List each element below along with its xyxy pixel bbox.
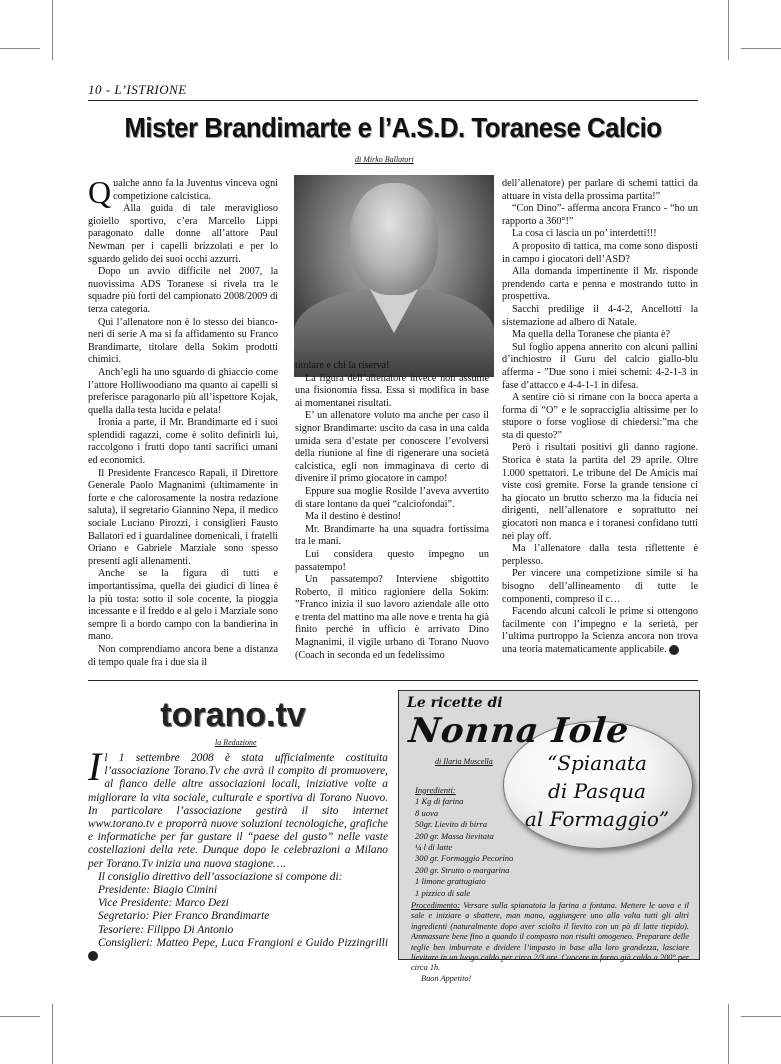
article-paragraph: dell’allenatore) per parlare di schemi tattici da attuare in vista della prossima partita!” [502,178,698,202]
list-item: Presidente: Biagio Cimini [98,884,218,897]
article-paragraph: Alla domanda impertinente il Mr. risponde prendendo carta e penna e mostrando tutto in prospettiva. [502,266,698,303]
section-divider [88,680,698,681]
article-paragraph: Lui considera questo impegno un passatempo! [295,548,489,573]
end-of-article-icon: L [88,951,98,961]
article-paragraph: Alla guida di tale meraviglioso gioiello sportivo, c’era Marcello Lippi paragonato dalle donne all’attore Paul Newman per i capelli brizzolati e per lo sguardo gelido dei suoi occhi azzurri. [88,203,278,265]
list-item: 1 pizzico di sale [415,887,471,898]
article-paragraph: Mr. Brandimarte ha una squadra fortissima tra le mani. [295,523,489,548]
list-item: 200 gr. Strutto o margarina [415,864,510,875]
article-paragraph: Ma quella della Toranese che pianta è? [512,329,671,341]
recipe-title: Nonna Iole [406,711,632,751]
article-paragraph: Anche se la figura di tutti e importantissima, quella dei giudici di linea è la più tosta: sotto il sole cocente, la pioggia incessante e il freddo e al gelo i Marziale sono sempre lì a bordo campo con la bandierina in mano. [88,568,278,643]
crop-mark [741,48,781,49]
list-item: Il consiglio direttivo dell’associazione si compone di: [98,870,343,883]
list-item: Vice Presidente: Marco Dezi [98,897,229,910]
crop-mark [741,1016,781,1017]
article-byline: di Mirko Ballatori [355,155,414,164]
crop-mark [52,1004,53,1064]
list-item: 200 gr. Massa lievitata [415,830,494,841]
article-paragraph: titolare e chi la riserva! [295,360,390,371]
article-paragraph: Un passatempo? Interviene sbigottito Roberto, il mitico ragioniere della Sokim: ”Franco inizia il suo lavoro aziendale alle otto e trenta del mattino ma alle nove e trenta ha già finito perché in ufficio è arrivato Dino Magnanimi, il vigile urbano di Torano Nuovo (Coach in seconda ed un fedelissimo [295,574,489,661]
article-paragraph: Qui l’allenatore non è lo stesso dei bianco-neri di serie A ma si fa affidamento su Franco Brandimarte, titolare della Sokim prodotti chimici. [88,316,278,366]
recipe-title-small: Le ricette di [407,695,503,711]
article-paragraph: E’ un allenatore voluto ma anche per caso il signor Brandimarte: uscito da casa in una calda umida sera d’estate per conoscere l’evolversi della riunione al fine di rigenerare una società calcistica, egli non immaginava di certo di divenire il primo giocatore in campo! [295,410,489,485]
crop-mark [0,1016,40,1017]
article-paragraph: Ma il destino è destino! [305,511,402,523]
ingredients-list [415,785,513,899]
list-item: 300 gr. Formaggio Pecorino [415,853,514,864]
article-paragraph: Ironia a parte, il Mr. Brandimarte ed i suoi splendidi ragazzi, come è solito definirli lui, raccolgono i frutti dopo tanti sacrifici umani ed economici. [88,417,278,467]
list-item: 1 limone grattugiato [415,876,486,887]
article-paragraph: Qualche anno fa la Juventus vinceva ogni competizione calcistica. [88,174,278,210]
procedure-label: Procedimento: [411,901,460,910]
article-paragraph: La cosa ci lascia un po’ interdetti!!! [512,228,657,240]
torano-title: torano.tv [160,696,306,734]
article-paragraph: “Con Dino”- afferma ancora Franco - “ho un rapporto a 360°!” [502,203,698,227]
list-item: 50gr. Lievito di birra [415,819,488,830]
recipe-byline: di Ilaria Muscella [435,757,493,766]
list-item: Consiglieri: Matteo Pepe, Luca Frangioni e Guido Pizzingrilli L [88,937,388,963]
article-paragraph: La figura dell’allenatore invece non assume una fisionomia fissa. Essa si modifica in base ai momentanei risultati. [295,372,489,409]
list-item: 1 Kg di farina [415,796,464,807]
list-item: Segretario: Pier Franco Brandimarte [98,910,270,923]
closing-line: Buon Appetito! [421,973,472,983]
article-paragraph: Non comprendiamo ancora bene a distanza di tempo quale fra i due sia il [88,643,278,668]
page-header: 10 - L’ISTRIONE [88,82,698,101]
article-column-1 [88,174,278,669]
crop-mark [52,0,53,60]
torano-article [88,744,388,963]
article-paragraph: Per vincere una competizione simile si ha bisogno dell’allineamento di tutte le componenti, compreso il c… [502,568,698,605]
ingredients-label: Ingredienti: [415,785,456,795]
article-paragraph: Anch’egli ha uno sguardo di ghiaccio come l’attore Holliwoodiano ma quanto ai capelli si preferisce paragonarlo più all’ispettore Kojak, quella dalla testa lucida e pelata! [88,366,278,416]
article-paragraph: Eppure sua moglie Rosilde l’aveva avvertito di stare lontano da quei “calciofondai”. [295,485,489,510]
crop-mark [728,1004,729,1064]
article-paragraph: A proposito di tattica, ma come sono disposti in campo i giocatori dell’ASD? [502,240,698,265]
article-paragraph: Sacchi predilige il 4-4-2, Ancellotti la sistemazione ad albero di Natale. [502,303,698,328]
article-paragraph: Facendo alcuni calcoli le prime si ottengono facilmente con l’impegno e la serietà, per l’ultima purtroppo la Scienza ancora non trova una teoria matematicamente applicabile. L [502,606,698,655]
crop-mark [728,0,729,60]
torano-intro: Il 1 settembre 2008 è stata ufficialmente costituita l’associazione Torano.Tv che avrà il compito di promuovere, al fianco delle altre associazioni locali, iniziative volte a migliorare la vita sociale, culturale e sportiva di Torano Nuovo. In particolare l’associazione gestirà il sito internet www.torano.tv e proporrà nuove soluzioni tecnologiche, grafiche e informatiche per far gustare il “paese del gusto” nelle vaste costellazioni della rete. Dunque dopo le celebrazioni a Milano per Torano.Tv inizia una nuova stagione…. [88,744,388,870]
article-paragraph: Sul foglio appena annerito con alcuni pallini d’inchiostro il Guru del calcio giallo-blu afferma - ”Due sono i miei schemi: 4-2-1-3 in fase d’attacco e 4-4-1-1 in difesa. [502,341,698,391]
article-paragraph: A sentire ciò si rimane con la bocca aperta a forma di “O” e le sopracciglia altissime per lo stupore o forse vogliose di chiedersi:”ma che sta di questo?” [502,392,698,441]
recipe-box [398,690,700,983]
article-title: Mister Brandimarte e l’A.S.D. Toranese Calcio [124,112,662,143]
article-paragraph: Il Presidente Francesco Rapali, il Direttore Generale Paolo Magnanimi (ultimamente in forte e che calorosamente la nostra redazione saluta), il segretario Giannino Nepa, il medico sociale Luciano Pirozzi, i consiglieri Fausto Ballatori ed i guardalinee domenicali, i fratelli Oriano e Gabriele Marziale sono spesso presenti agli allenamenti. [88,467,278,567]
torano-council-list [88,871,388,963]
list-item: Tesoriere: Filippo Di Antonio [98,923,234,936]
drop-cap: Q [88,174,112,210]
drop-cap: I [88,744,102,789]
dish-name: “Spianata di Pasqua al Formaggio” [524,751,670,831]
torano-byline: la Redazione [215,738,257,747]
article-paragraph: Ma l’allenatore dalla testa riflettente è perplesso. [502,543,698,567]
coach-photo [294,175,494,355]
list-item: ¼ l di latte [415,842,453,853]
article-column-2 [295,360,489,662]
procedure-text: Versare sulla spianatoia la farina a fontana. Mettere le uova e il sale e iniziare a sbattere, man mano, aggiungere uno alla volta tutti gli altri ingredienti (naturalmente dopo aver sciolto il lievito con un pò di latte tiepido). Ammassare bene fino a quando il composto non risulti omogeneo. Preparare delle teglie ben imburrate e dividere l’impasto in base alla loro grandezza, lasciare lievitare in un luogo caldo per circa 2/3 ore. Cuocere in forno già caldo a 200° per circa 1h. [411,901,689,973]
crop-mark [0,48,40,49]
list-item: 8 uova [415,807,439,818]
procedure [411,901,689,984]
end-of-article-icon: L [669,645,679,655]
article-paragraph: Dopo un avvio difficile nel 2007, la nuovissima ADS Toranese si rivela tra le squadre più forti del campionato 2008/2009 di terza categoria. [88,266,278,315]
article-paragraph: Però i risultati positivi gli danno ragione. Storica è stata la partita del 29 aprile. Oltre 1.000 spettatori. Le tribune del De Amicis mai viste così gremite. Forse la grande tensione ci ha giocato un brutto scherzo ma la fiducia nei dirigenti, nell’allenatore e soprattutto nei giocatori non manca e i toranesi confidano tutti nei play off. [502,442,698,542]
article-column-3 [502,178,698,657]
